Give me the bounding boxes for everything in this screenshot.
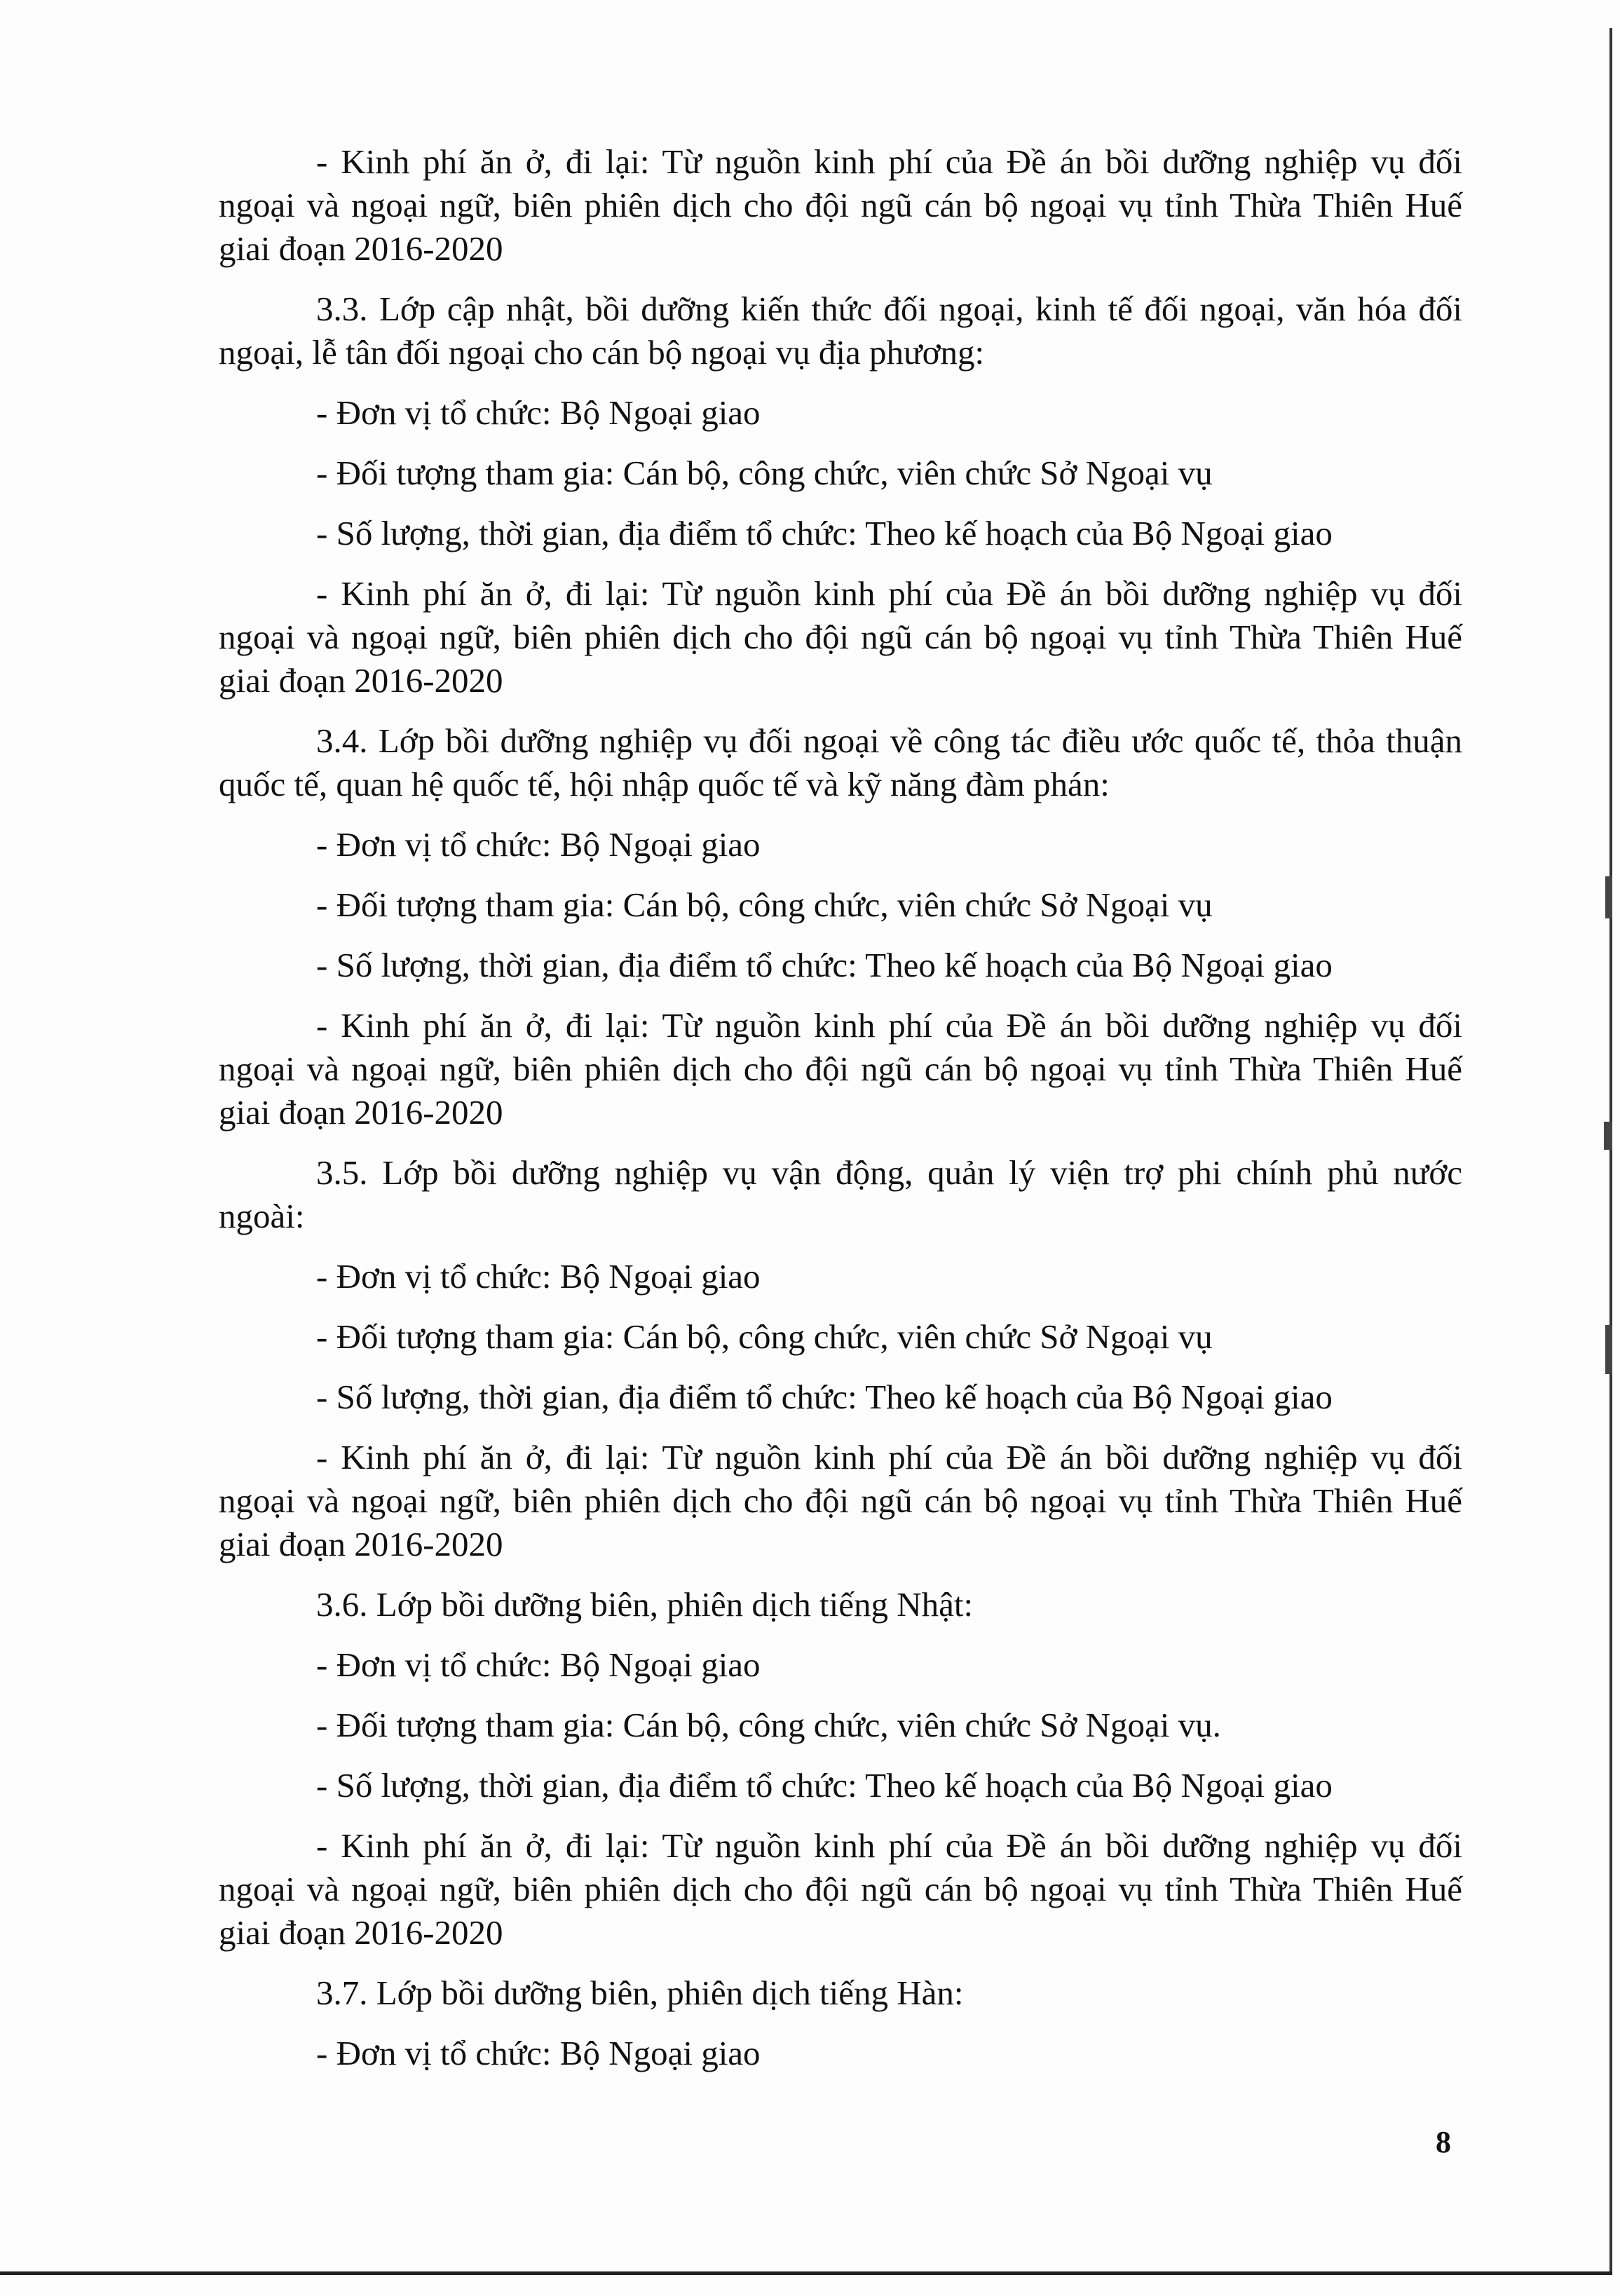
paragraph-organizer: - Đơn vị tổ chức: Bộ Ngoại giao bbox=[316, 393, 761, 432]
scan-edge-mark bbox=[1604, 1122, 1612, 1150]
scan-edge-mark bbox=[1605, 876, 1612, 918]
paragraph-schedule: - Số lượng, thời gian, địa điểm tổ chức: Theo kế hoạch của Bộ Ngoại giao bbox=[316, 514, 1333, 552]
paragraph-funding: - Kinh phí ăn ở, đi lại: Từ nguồn kinh phí của Đề án bồi dưỡng nghiệp vụ đối ngoại và ngoại ngữ, biên phiên dịch cho đội ngũ cán bộ ngoại vụ tỉnh Thừa Thiên Huế giai đoạn 2016-2020 bbox=[219, 574, 1462, 700]
paragraph-participants: - Đối tượng tham gia: Cán bộ, công chức, viên chức Sở Ngoại vụ. bbox=[316, 1706, 1221, 1744]
scan-edge-line bbox=[1609, 28, 1612, 2271]
paragraph-organizer: - Đơn vị tổ chức: Bộ Ngoại giao bbox=[316, 2034, 761, 2072]
page-number: 8 bbox=[1436, 2125, 1451, 2159]
paragraph-organizer: - Đơn vị tổ chức: Bộ Ngoại giao bbox=[316, 1645, 761, 1684]
section-heading-3-6: 3.6. Lớp bồi dưỡng biên, phiên dịch tiếng Nhật: bbox=[316, 1585, 974, 1624]
paragraph-funding: - Kinh phí ăn ở, đi lại: Từ nguồn kinh phí của Đề án bồi dưỡng nghiệp vụ đối ngoại và ngoại ngữ, biên phiên dịch cho đội ngũ cán bộ ngoại vụ tỉnh Thừa Thiên Huế giai đoạn 2016-2020 bbox=[219, 1438, 1462, 1563]
paragraph-schedule: - Số lượng, thời gian, địa điểm tổ chức: Theo kế hoạch của Bộ Ngoại giao bbox=[316, 1378, 1333, 1416]
paragraph-participants: - Đối tượng tham gia: Cán bộ, công chức, viên chức Sở Ngoại vụ bbox=[316, 454, 1213, 492]
paragraph-organizer: - Đơn vị tổ chức: Bộ Ngoại giao bbox=[316, 825, 761, 864]
paragraph-funding: - Kinh phí ăn ở, đi lại: Từ nguồn kinh phí của Đề án bồi dưỡng nghiệp vụ đối ngoại và ngoại ngữ, biên phiên dịch cho đội ngũ cán bộ ngoại vụ tỉnh Thừa Thiên Huế giai đoạn 2016-2020 bbox=[219, 142, 1462, 268]
paragraph-funding: - Kinh phí ăn ở, đi lại: Từ nguồn kinh phí của Đề án bồi dưỡng nghiệp vụ đối ngoại và ngoại ngữ, biên phiên dịch cho đội ngũ cán bộ ngoại vụ tỉnh Thừa Thiên Huế giai đoạn 2016-2020 bbox=[219, 1006, 1462, 1132]
document-body bbox=[219, 140, 1462, 2075]
paragraph-funding: - Kinh phí ăn ở, đi lại: Từ nguồn kinh phí của Đề án bồi dưỡng nghiệp vụ đối ngoại và ngoại ngữ, biên phiên dịch cho đội ngũ cán bộ ngoại vụ tỉnh Thừa Thiên Huế giai đoạn 2016-2020 bbox=[219, 1826, 1462, 1952]
paragraph-schedule: - Số lượng, thời gian, địa điểm tổ chức: Theo kế hoạch của Bộ Ngoại giao bbox=[316, 946, 1333, 984]
paragraph-schedule: - Số lượng, thời gian, địa điểm tổ chức: Theo kế hoạch của Bộ Ngoại giao bbox=[316, 1766, 1333, 1805]
scan-edge-mark bbox=[1605, 1325, 1612, 1374]
paragraph-organizer: - Đơn vị tổ chức: Bộ Ngoại giao bbox=[316, 1257, 761, 1296]
section-heading-3-4: 3.4. Lớp bồi dưỡng nghiệp vụ đối ngoại về công tác điều ước quốc tế, thỏa thuận quốc tế, quan hệ quốc tế, hội nhập quốc tế và kỹ năng đàm phán: bbox=[219, 721, 1462, 803]
bottom-rule bbox=[0, 2271, 1612, 2275]
section-heading-3-5: 3.5. Lớp bồi dưỡng nghiệp vụ vận động, quản lý viện trợ phi chính phủ nước ngoài: bbox=[219, 1153, 1462, 1235]
section-heading-3-3: 3.3. Lớp cập nhật, bồi dưỡng kiến thức đối ngoại, kinh tế đối ngoại, văn hóa đối ngoại, lễ tân đối ngoại cho cán bộ ngoại vụ địa phương: bbox=[219, 290, 1462, 372]
section-heading-3-7: 3.7. Lớp bồi dưỡng biên, phiên dịch tiếng Hàn: bbox=[316, 1974, 964, 2012]
paragraph-participants: - Đối tượng tham gia: Cán bộ, công chức, viên chức Sở Ngoại vụ bbox=[316, 1317, 1213, 1356]
paragraph-participants: - Đối tượng tham gia: Cán bộ, công chức, viên chức Sở Ngoại vụ bbox=[316, 885, 1213, 924]
